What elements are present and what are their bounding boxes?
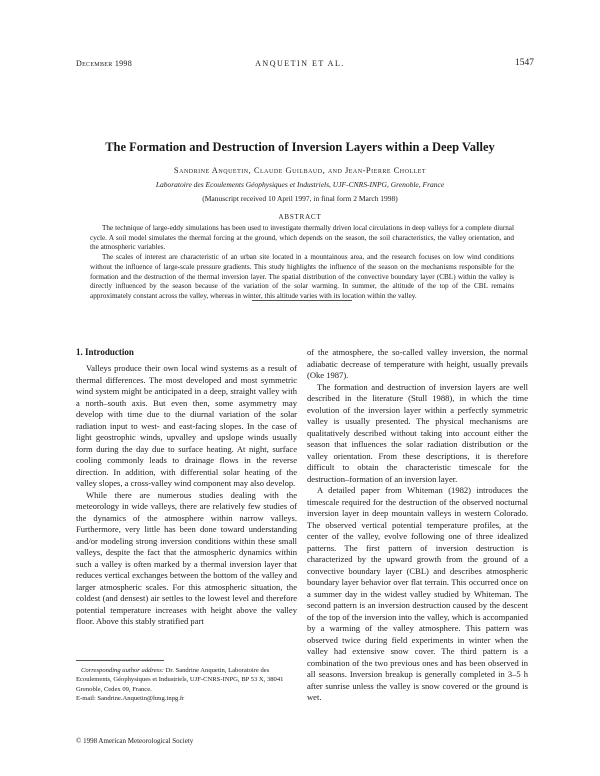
footnote-divider [76,660,164,661]
body-paragraph: Valleys produce their own local wind systems as a result of thermal differences. The most developed and most symmetric wind system might be anticipated in a deep, straight valley with a north–south axis. But even then, some asymmetry may develop with time due to the diurnal variation of the solar radiation input to west- and east-facing slopes. In the case of light geostrophic winds, upvalley and upslope winds usually form during the day due to surface heating. At night, surface cooling commonly leads to drainage flows in the reverse direction. In addition, with differential solar heating of the valley slopes, a cross-valley wind component may also develop. [76,363,297,488]
section-heading: 1. Introduction [76,347,134,357]
footnote [76,666,297,704]
running-header-date: December 1998 [76,59,133,68]
right-column [307,347,528,704]
body-paragraph: of the atmosphere, the so-called valley inversion, the normal adiabatic decrease of temperature with height, usually prevails (Oke 1987). [307,347,528,380]
body-paragraph: While there are numerous studies dealing with the meteorology in wide valleys, there are relatively few studies of the dynamics of the atmosphere within narrow valleys. Furthermore, very little has been done toward understanding and/or modeling strong inversion conditions within these small valleys, despite the fact that the atmospheric dynamics within such a valley is often marked by a thermal inversion layer that reduces vertical exchanges between the bottom of the valley and larger atmospheric scales. For this atmospheric situation, the coldest (and densest) air settles to the lowest level and therefore potential temperature increases with height above the valley floor. Above this stably stratified part [76,489,297,626]
author-list: Sandrine Anquetin, Claude Guilbaud, and Jean-Pierre Chollet [173,165,427,175]
body-paragraph: The formation and destruction of inversion layers are well described in the literature (Stull 1988), in which the time evolution of the inversion layer within a perfectly symmetric valley is usually presented. The physical mechanisms are qualitatively described without taking into account either the season that influences the solar radiation distribution or the valley orientation. From these descriptions, it is therefore difficult to obtain the characteristic timescale for the destruction–formation of an inversion layer. [307,381,528,484]
manuscript-dates: (Manuscript received 10 April 1997, in final form 2 March 1998) [202,194,398,203]
affiliation: Laboratoire des Ecoulements Géophysiques et Industriels, UJF-CNRS-INPG, Grenoble, France [155,180,445,189]
running-header-authors: ANQUETIN ET AL. [255,59,345,68]
abstract-paragraph: The technique of large-eddy simulations has been used to investigate thermally driven local circulations in deep valleys for a complete diurnal cycle. A soil model simulates the thermal forcing at the ground, which depends on the season, the soil characteristics, the valley orientation, and the atmospheric variables. [90,224,514,252]
body-paragraph: A detailed paper from Whiteman (1982) introduces the timescale required for the destruction of the observed nocturnal inversion layer in deep mountain valleys in western Colorado. The observed vertical potential temperature profiles, at the center of the valley, evolve following one of three idealized patterns. The first pattern of inversion destruction is characterized by the upward growth from the ground of a convective boundary layer (CBL) and describes atmospheric boundary layer behavior over flat terrain. This occurred once on a summer day in the widest valley studied by Whiteman. The second pattern is an inversion destruction caused by the descent of the top of the inversion into the valley, which is accompanied by a warming of the valley atmosphere. This pattern was observed twice during field experiments in winter when the valley had extensive snow cover. The third pattern is a combination of the two previous ones and has been observed in all seasons. Inversion breakup is generally completed in 3–5 h after sunrise unless the valley is snow covered or the ground is wet. [307,485,528,702]
abstract-body [90,224,514,302]
footnote-text: Dr. Sandrine Anquetin, Laboratoire des Ecoulements, Géophysiques et Industriels, UJF-CNRS-INPG, BP 53 X, 38041 Grenoble, Cedex 09, France. [76,667,284,693]
footnote-address [76,666,297,694]
abstract-heading: ABSTRACT [278,213,322,221]
footnote-email: E-mail: Sandrine.Anquetin@hmg.inpg.fr [76,695,185,703]
footnote-label: Corresponding author address: [80,667,164,674]
copyright-line: © 1998 American Meteorological Society [76,737,194,745]
abstract-paragraph: The scales of interest are characteristic of an urban site located in a mountainous area, and the research focuses on low wind conditions without the influence of large-scale pressure gradients. This study highlights the influence of the season on the mechanisms responsible for the formation and the destruction of the thermal inversion layer. The spatial distribution of the convective boundary layer (CBL) within the valley is directly influenced by the season because of the variation of the solar warming. In summer, the altitude of the top of the CBL remains approximately constant across the valley, whereas in winter, this altitude varies with its location within the valley. [90,253,514,300]
abstract-divider [252,300,352,301]
paper-title: The Formation and Destruction of Inversion Layers within a Deep Valley [105,140,495,154]
page-number: 1547 [515,58,534,68]
left-column [76,363,297,628]
